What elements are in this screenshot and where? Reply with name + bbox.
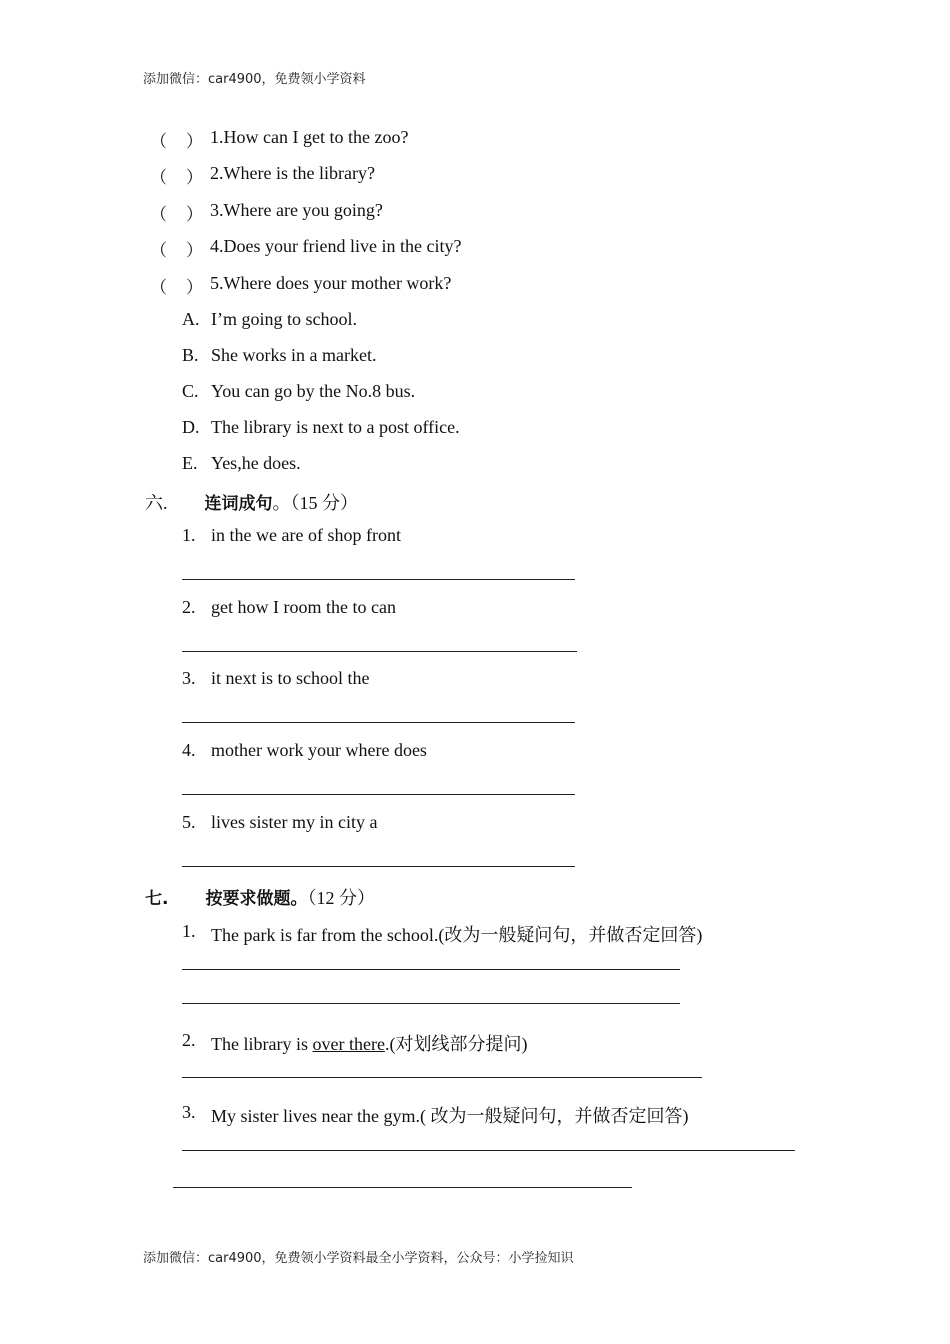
item-number: 1. bbox=[182, 525, 196, 545]
option-text: The library is next to a post office. bbox=[211, 417, 460, 437]
option-text: She works in a market. bbox=[211, 345, 377, 365]
page-header: 添加微信：car4900，免费领小学资料 bbox=[143, 72, 366, 87]
scrambled-words: it next is to school the bbox=[211, 668, 370, 688]
section-heading bbox=[145, 884, 375, 910]
scrambled-words: mother work your where does bbox=[211, 740, 427, 760]
option-letter: B. bbox=[182, 345, 199, 365]
item-number: 4. bbox=[182, 740, 196, 760]
task-text-post: .(对划线部分提问) bbox=[384, 1034, 528, 1054]
answer-line[interactable] bbox=[182, 969, 680, 970]
answer-line[interactable] bbox=[173, 1187, 632, 1188]
question-text: 3.Where are you going? bbox=[210, 200, 383, 220]
option-letter: A. bbox=[182, 309, 200, 329]
answer-paren-open: （ bbox=[150, 205, 167, 224]
option-text: I’m going to school. bbox=[211, 309, 357, 329]
task-text-pre: The library is bbox=[211, 1034, 313, 1054]
item-number: 1. bbox=[182, 921, 196, 941]
answer-paren-close: ） bbox=[186, 241, 203, 260]
answer-line[interactable] bbox=[182, 1003, 680, 1004]
scrambled-words: in the we are of shop front bbox=[211, 525, 401, 545]
scrambled-words: get how I room the to can bbox=[211, 597, 396, 617]
section-score: （12 分） bbox=[307, 888, 375, 908]
section-title: 连词成句 bbox=[204, 494, 273, 514]
underlined-phrase: over there bbox=[312, 1034, 385, 1054]
answer-line[interactable] bbox=[182, 1077, 702, 1078]
answer-paren-open: （ bbox=[150, 278, 167, 297]
answer-line[interactable] bbox=[182, 651, 577, 652]
answer-paren-open: （ bbox=[150, 168, 167, 187]
task-instruction bbox=[211, 1030, 527, 1056]
answer-line[interactable] bbox=[182, 794, 575, 795]
answer-line[interactable] bbox=[182, 579, 575, 580]
answer-line[interactable] bbox=[182, 1150, 795, 1151]
question-text: 4.Does your friend live in the city? bbox=[210, 236, 462, 256]
option-text: Yes,he does. bbox=[211, 453, 301, 473]
answer-paren-close: ） bbox=[186, 132, 203, 151]
page-footer: 添加微信：car4900，免费领小学资料最全小学资料，公众号：小学捡知识 bbox=[143, 1251, 574, 1266]
answer-line[interactable] bbox=[182, 866, 575, 867]
answer-paren-open: （ bbox=[150, 241, 167, 260]
scrambled-words: lives sister my in city a bbox=[211, 812, 378, 832]
option-text: You can go by the No.8 bus. bbox=[211, 381, 416, 401]
question-text: 5.Where does your mother work? bbox=[210, 273, 452, 293]
section-number: 六. bbox=[145, 493, 168, 513]
answer-paren-open: （ bbox=[150, 132, 167, 151]
section-score: 。（15 分） bbox=[272, 493, 358, 513]
option-letter: E. bbox=[182, 453, 198, 473]
option-letter: D. bbox=[182, 417, 200, 437]
answer-line[interactable] bbox=[182, 722, 575, 723]
question-text: 2.Where is the library? bbox=[210, 163, 375, 183]
item-number: 2. bbox=[182, 1030, 196, 1050]
option-letter: C. bbox=[182, 381, 199, 401]
task-instruction: The park is far from the school.(改为一般疑问句，并做否定回答) bbox=[211, 925, 703, 945]
answer-paren-close: ） bbox=[186, 168, 203, 187]
question-text: 1.How can I get to the zoo? bbox=[210, 127, 409, 147]
item-number: 5. bbox=[182, 812, 196, 832]
section-number: 七. bbox=[145, 889, 169, 909]
answer-paren-close: ） bbox=[186, 278, 203, 297]
section-heading bbox=[145, 489, 358, 515]
task-instruction: My sister lives near the gym.( 改为一般疑问句，并做否定回答) bbox=[211, 1106, 689, 1126]
item-number: 3. bbox=[182, 668, 196, 688]
section-title: 按要求做题。 bbox=[205, 889, 308, 909]
item-number: 3. bbox=[182, 1102, 196, 1122]
item-number: 2. bbox=[182, 597, 196, 617]
answer-paren-close: ） bbox=[186, 205, 203, 224]
